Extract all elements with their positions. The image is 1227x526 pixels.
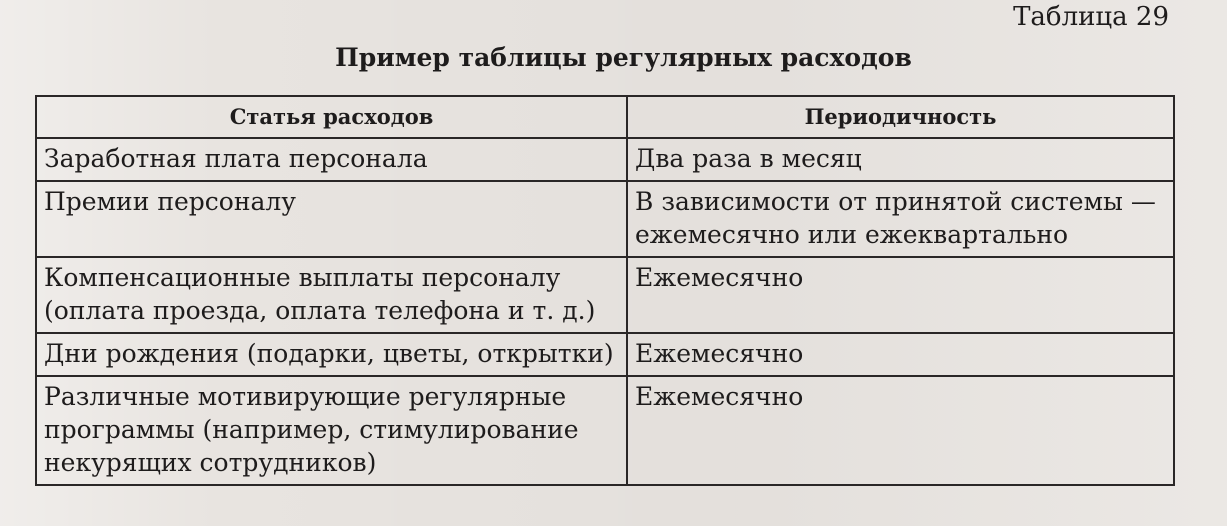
column-header-frequency: Периодичность: [627, 96, 1174, 138]
frequency-cell: [627, 181, 1174, 257]
cell-text-line: Два раза в месяц: [635, 144, 862, 173]
table-title: Пример таблицы регулярных расходов: [335, 43, 912, 72]
column-header-expense-item: Статья расходов: [36, 96, 627, 138]
frequency-cell: [627, 376, 1174, 485]
expense-item-cell: [36, 181, 627, 257]
table-row: [36, 376, 1174, 485]
cell-text-line: Дни рождения (подарки, цветы, открытки): [44, 339, 614, 368]
table-header-row: [36, 96, 1174, 138]
cell-text-line: В зависимости от принятой системы —: [635, 187, 1156, 216]
frequency-cell: [627, 333, 1174, 376]
cell-text-line: Ежемесячно: [635, 382, 804, 411]
cell-text-line: ежемесячно или ежеквартально: [635, 220, 1069, 249]
expense-item-cell: [36, 333, 627, 376]
cell-text-line: Компенсационные выплаты персоналу: [44, 263, 561, 292]
frequency-cell: [627, 257, 1174, 333]
table-number: Таблица 29: [1013, 2, 1169, 32]
table-row: [36, 257, 1174, 333]
cell-text-line: Заработная плата персонала: [44, 144, 428, 173]
cell-text-line: Премии персоналу: [44, 187, 296, 216]
cell-text-line: Ежемесячно: [635, 263, 804, 292]
cell-text-line: (оплата проезда, оплата телефона и т. д.): [44, 296, 596, 325]
cell-text-line: некурящих сотрудников): [44, 448, 377, 477]
regular-expenses-table: [35, 95, 1175, 486]
table-row: [36, 181, 1174, 257]
expense-item-cell: [36, 376, 627, 485]
cell-text-line: программы (например, стимулирование: [44, 415, 579, 444]
cell-text-line: Ежемесячно: [635, 339, 804, 368]
expense-item-cell: [36, 257, 627, 333]
expense-item-cell: [36, 138, 627, 181]
frequency-cell: [627, 138, 1174, 181]
table-row: [36, 138, 1174, 181]
cell-text-line: Различные мотивирующие регулярные: [44, 382, 567, 411]
table-row: [36, 333, 1174, 376]
